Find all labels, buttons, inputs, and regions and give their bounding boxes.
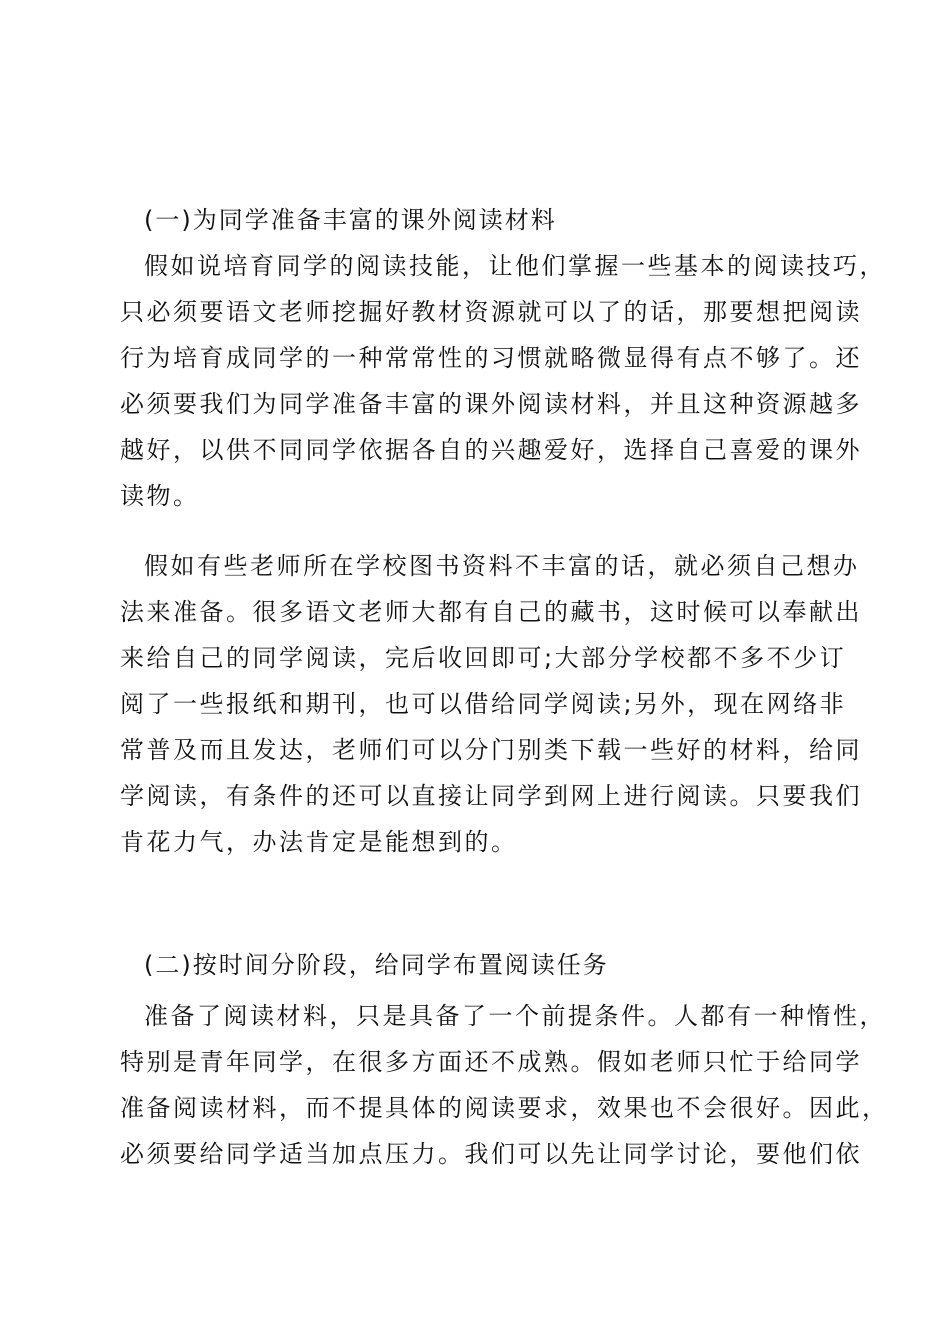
section-1-paragraph-1 (120, 243, 886, 519)
paragraph-line: 读物。 (120, 482, 200, 510)
paragraph-line: 行为培育成同学的一种常常性的习惯就略微显得有点不够了。还 (120, 344, 862, 372)
paragraph-line: 阅了一些报纸和期刊，也可以借给同学阅读;另外，现在网络非 (120, 690, 847, 718)
paragraph-line: 肯花力气，办法肯定是能想到的。 (120, 828, 518, 856)
section-2-heading (120, 942, 840, 988)
heading-text: (二)按时间分阶段，给同学布置阅读任务 (144, 951, 609, 979)
paragraph-line: 只必须要语文老师挖掘好教材资源就可以了的话，那要想把阅读 (120, 298, 862, 326)
paragraph-line: 越好，以供不同同学依据各自的兴趣爱好，选择自己喜爱的课外 (120, 436, 862, 464)
paragraph-line: 特别是青年同学，在很多方面还不成熟。假如老师只忙于给同学 (120, 1048, 862, 1076)
paragraph-line: 假如说培育同学的阅读技能，让他们掌握一些基本的阅读技巧， (144, 252, 886, 280)
paragraph-line: 准备阅读材料，而不提具体的阅读要求，效果也不会很好。因此， (120, 1094, 889, 1122)
paragraph-line: 假如有些老师所在学校图书资料不丰富的话，就必须自己想办 (144, 552, 860, 580)
paragraph-line: 来给自己的同学阅读，完后收回即可;大部分学校都不多不少订 (120, 644, 847, 672)
section-1-paragraph-2 (120, 543, 862, 865)
paragraph-line: 必须要给同学适当加点压力。我们可以先让同学讨论，要他们依 (120, 1140, 862, 1168)
paragraph-line: 学阅读，有条件的还可以直接让同学到网上进行阅读。只要我们 (120, 782, 862, 810)
paragraph-line: 法来准备。很多语文老师大都有自己的藏书，这时候可以奉献出 (120, 598, 862, 626)
section-2-paragraph-1 (120, 993, 889, 1177)
section-1-heading (120, 197, 840, 243)
paragraph-line: 必须要我们为同学准备丰富的课外阅读材料，并且这种资源越多 (120, 390, 862, 418)
heading-text: (一)为同学准备丰富的课外阅读材料 (144, 206, 557, 234)
paragraph-line: 准备了阅读材料，只是具备了一个前提条件。人都有一种惰性， (144, 1002, 886, 1030)
paragraph-line: 常普及而且发达，老师们可以分门别类下载一些好的材料，给同 (120, 736, 862, 764)
